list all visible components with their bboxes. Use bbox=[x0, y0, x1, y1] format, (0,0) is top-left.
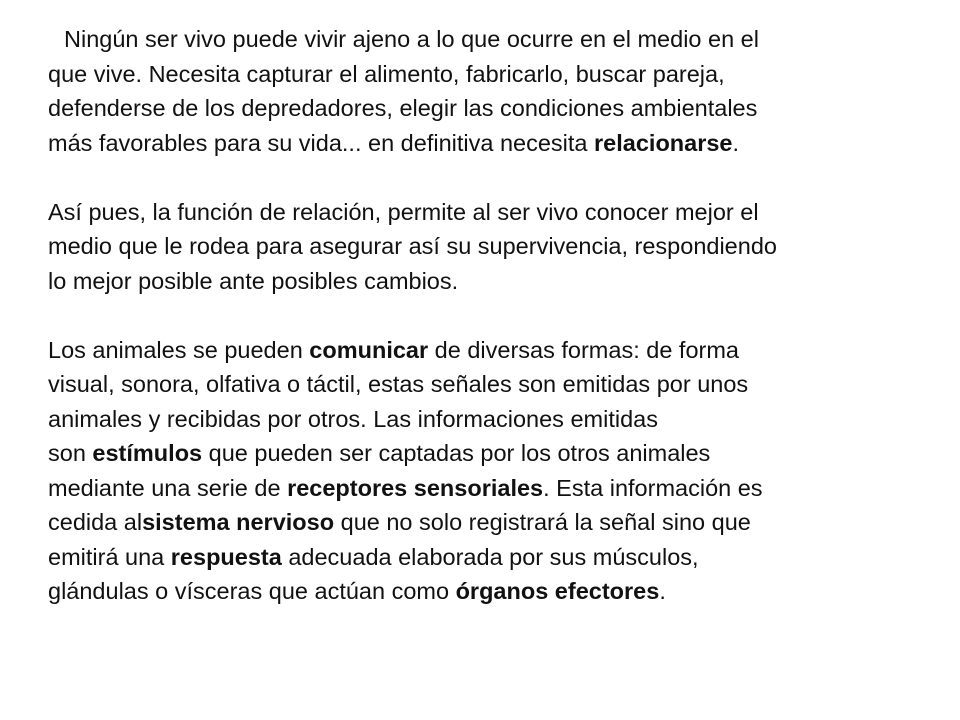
bold-term-comunicar: comunicar bbox=[309, 336, 429, 363]
bold-term-relacionarse: relacionarse bbox=[594, 129, 733, 156]
text-run: adecuada elaborada por sus músculos, bbox=[281, 543, 699, 570]
text-line: Ningún ser vivo puede vivir ajeno a lo que ocurre en el medio en el bbox=[64, 26, 759, 52]
text-line bbox=[48, 333, 948, 368]
text-run: Los animales se pueden bbox=[48, 336, 310, 363]
text-line: visual, sonora, olfativa o táctil, estas señales son emitidas por unos bbox=[48, 371, 749, 397]
text-run: . bbox=[732, 129, 740, 156]
text-line bbox=[48, 126, 948, 161]
text-line bbox=[48, 436, 948, 471]
text-line bbox=[48, 505, 948, 540]
text-run: . Esta información es bbox=[543, 474, 763, 501]
text-run: que pueden ser captadas por los otros animales bbox=[202, 440, 711, 466]
text-run: de diversas formas: de forma bbox=[428, 336, 739, 363]
paragraph-spacer bbox=[48, 160, 948, 195]
body-text bbox=[48, 22, 948, 609]
text-run: más favorables para su vida... en definitiva necesita bbox=[48, 129, 595, 156]
text-run: . bbox=[659, 578, 666, 604]
text-line: medio que le rodea para asegurar así su supervivencia, respondiendo bbox=[48, 233, 777, 259]
bold-term-estimulos: estímulos bbox=[92, 440, 203, 466]
bold-term-organos-efectores: órganos efectores bbox=[455, 578, 660, 604]
bold-term-receptores-sensoriales: receptores sensoriales bbox=[287, 474, 544, 501]
text-run: emitirá una bbox=[48, 543, 171, 570]
text-line: que vive. Necesita capturar el alimento, fabricarlo, buscar pareja, bbox=[48, 60, 725, 87]
text-line: defenderse de los depredadores, elegir las condiciones ambientales bbox=[48, 95, 758, 121]
bold-term-sistema-nervioso: sistema nervioso bbox=[142, 509, 335, 535]
paragraph-relation-function bbox=[48, 195, 948, 299]
paragraph-organism-environment bbox=[48, 22, 948, 160]
text-run: mediante una serie de bbox=[48, 474, 288, 501]
text-run: cedida al bbox=[48, 509, 143, 535]
text-line bbox=[48, 471, 948, 506]
text-run: glándulas o vísceras que actúan como bbox=[48, 578, 456, 604]
paragraph-spacer bbox=[48, 298, 948, 333]
paragraph-animal-communication bbox=[48, 333, 948, 609]
text-line: lo mejor posible ante posibles cambios. bbox=[48, 267, 459, 294]
text-run: que no solo registrará la señal sino que bbox=[334, 509, 751, 535]
text-line: Así pues, la función de relación, permite al ser vivo conocer mejor el bbox=[48, 198, 759, 225]
text-run: son bbox=[48, 440, 93, 466]
bold-term-respuesta: respuesta bbox=[170, 543, 282, 570]
text-line bbox=[48, 540, 948, 575]
text-line bbox=[48, 574, 948, 609]
text-line: animales y recibidas por otros. Las informaciones emitidas bbox=[48, 405, 658, 432]
